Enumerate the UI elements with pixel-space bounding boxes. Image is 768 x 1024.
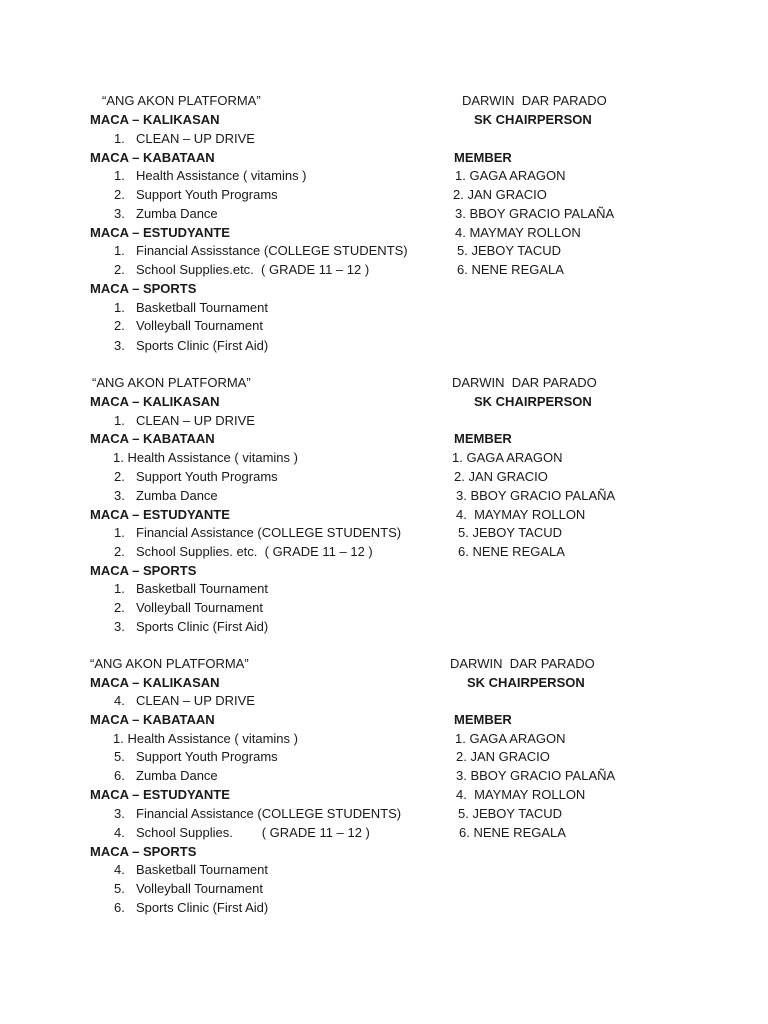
list-number: 1. — [114, 131, 125, 146]
section-heading-kabataan: MACA – KABATAAN — [90, 712, 215, 727]
list-item: Support Youth Programs — [136, 187, 278, 202]
list-item: Sports Clinic (First Aid) — [136, 900, 269, 915]
list-number: 1. — [114, 525, 125, 540]
list-item: School Supplies. ( GRADE 11 – 12 ) — [136, 825, 370, 840]
list-item: Sports Clinic (First Aid) — [136, 619, 269, 634]
list-number: 2. — [114, 318, 125, 333]
candidate-name: DARWIN DAR PARADO — [462, 93, 607, 108]
list-number: 3. — [114, 488, 125, 503]
section-heading-kalikasan: MACA – KALIKASAN — [90, 675, 220, 690]
member-item: 4. MAYMAY ROLLON — [455, 225, 581, 240]
member-item: 5. JEBOY TACUD — [457, 243, 562, 258]
list-item: Financial Assistance (COLLEGE STUDENTS) — [136, 806, 402, 821]
list-number: 2. — [114, 544, 125, 559]
candidate-name: DARWIN DAR PARADO — [450, 656, 595, 671]
list-number: 5. — [114, 749, 125, 764]
list-number: 1. — [114, 168, 125, 183]
section-heading-estudyante: MACA – ESTUDYANTE — [90, 787, 230, 802]
list-number: 1. — [114, 581, 125, 596]
list-item: Volleyball Tournament — [136, 318, 263, 333]
member-item: 5. JEBOY TACUD — [458, 806, 563, 821]
list-number: 2. — [114, 600, 125, 615]
list-item: School Supplies.etc. ( GRADE 11 – 12 ) — [136, 262, 370, 277]
member-heading: MEMBER — [454, 712, 512, 727]
member-item: 2. JAN GRACIO — [453, 187, 547, 202]
list-item: Volleyball Tournament — [136, 881, 263, 896]
list-item: Sports Clinic (First Aid) — [136, 338, 269, 353]
section-heading-kabataan: MACA – KABATAAN — [90, 150, 215, 165]
list-number: 5. — [114, 881, 125, 896]
member-item: 4. MAYMAY ROLLON — [456, 507, 586, 522]
section-heading-kalikasan: MACA – KALIKASAN — [90, 112, 220, 127]
member-heading: MEMBER — [454, 150, 512, 165]
member-heading: MEMBER — [454, 431, 512, 446]
member-item: 3. BBOY GRACIO PALAÑA — [455, 206, 615, 221]
list-item: Support Youth Programs — [136, 749, 278, 764]
section-heading-kalikasan: MACA – KALIKASAN — [90, 394, 220, 409]
list-number: 6. — [114, 768, 125, 783]
list-item: CLEAN – UP DRIVE — [136, 693, 255, 708]
member-item: 4. MAYMAY ROLLON — [456, 787, 586, 802]
platform-title: “ANG AKON PLATFORMA” — [90, 656, 249, 671]
list-item: Zumba Dance — [136, 488, 218, 503]
list-item: Health Assistance ( vitamins ) — [136, 168, 307, 183]
list-item: 1. Health Assistance ( vitamins ) — [113, 731, 298, 746]
member-item: 1. GAGA ARAGON — [452, 450, 563, 465]
member-item: 2. JAN GRACIO — [454, 469, 548, 484]
list-number: 1. — [114, 413, 125, 428]
list-item: School Supplies. etc. ( GRADE 11 – 12 ) — [136, 544, 373, 559]
member-item: 2. JAN GRACIO — [456, 749, 550, 764]
member-item: 5. JEBOY TACUD — [458, 525, 563, 540]
list-item: 1. Health Assistance ( vitamins ) — [113, 450, 298, 465]
member-item: 6. NENE REGALA — [457, 262, 564, 277]
candidate-name: DARWIN DAR PARADO — [452, 375, 597, 390]
list-item: Financial Assistance (COLLEGE STUDENTS) — [136, 525, 402, 540]
member-item: 1. GAGA ARAGON — [455, 731, 566, 746]
member-item: 3. BBOY GRACIO PALAÑA — [456, 488, 616, 503]
list-number: 4. — [114, 825, 125, 840]
section-heading-estudyante: MACA – ESTUDYANTE — [90, 507, 230, 522]
list-item: Basketball Tournament — [136, 581, 269, 596]
list-number: 4. — [114, 862, 125, 877]
list-number: 1. — [114, 243, 125, 258]
position-title: SK CHAIRPERSON — [474, 112, 592, 127]
member-item: 6. NENE REGALA — [459, 825, 566, 840]
list-item: Support Youth Programs — [136, 469, 278, 484]
list-item: Basketball Tournament — [136, 862, 269, 877]
list-number: 2. — [114, 262, 125, 277]
position-title: SK CHAIRPERSON — [474, 394, 592, 409]
list-number: 1. — [114, 300, 125, 315]
list-number: 3. — [114, 806, 125, 821]
list-number: 2. — [114, 187, 125, 202]
section-heading-kabataan: MACA – KABATAAN — [90, 431, 215, 446]
member-item: 3. BBOY GRACIO PALAÑA — [456, 768, 616, 783]
list-item: CLEAN – UP DRIVE — [136, 131, 255, 146]
list-item: CLEAN – UP DRIVE — [136, 413, 255, 428]
list-number: 3. — [114, 206, 125, 221]
platform-title: “ANG AKON PLATFORMA” — [92, 375, 251, 390]
list-number: 2. — [114, 469, 125, 484]
list-item: Volleyball Tournament — [136, 600, 263, 615]
position-title: SK CHAIRPERSON — [467, 675, 585, 690]
list-number: 4. — [114, 693, 125, 708]
section-heading-sports: MACA – SPORTS — [90, 844, 197, 859]
platform-title: “ANG AKON PLATFORMA” — [102, 93, 261, 108]
list-item: Zumba Dance — [136, 768, 218, 783]
list-item: Financial Assisstance (COLLEGE STUDENTS) — [136, 243, 408, 258]
list-number: 3. — [114, 338, 125, 353]
section-heading-sports: MACA – SPORTS — [90, 563, 197, 578]
section-heading-estudyante: MACA – ESTUDYANTE — [90, 225, 230, 240]
section-heading-sports: MACA – SPORTS — [90, 281, 197, 296]
list-item: Basketball Tournament — [136, 300, 269, 315]
list-item: Zumba Dance — [136, 206, 218, 221]
list-number: 6. — [114, 900, 125, 915]
member-item: 6. NENE REGALA — [458, 544, 565, 559]
list-number: 3. — [114, 619, 125, 634]
member-item: 1. GAGA ARAGON — [455, 168, 566, 183]
